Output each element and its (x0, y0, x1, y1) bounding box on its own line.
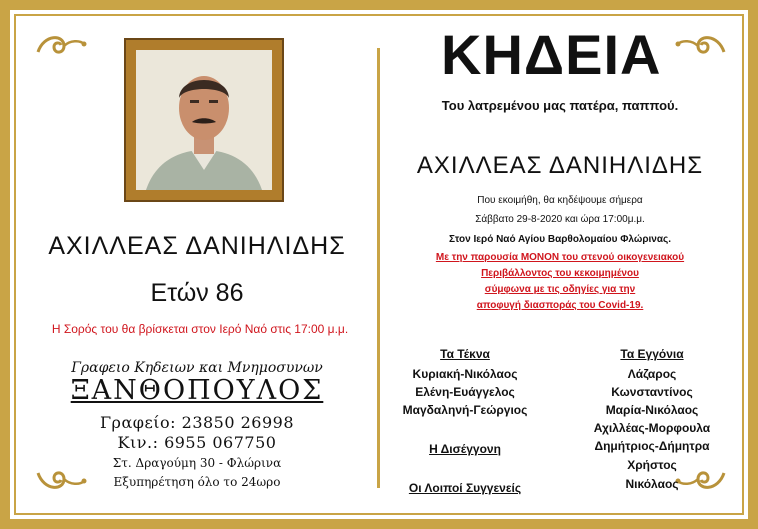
covid-line: σύμφωνα με τις οδηγίες για την (484, 284, 636, 295)
funeral-heading: ΚΗΔΕΙΑ (441, 23, 662, 86)
grandchild-name: Κωνσταντίνος (611, 385, 693, 399)
info-line: Σάββατο 29-8-2020 και ώρα 17:00μ.μ. (475, 214, 645, 225)
grandchild-name: Νικόλαος (625, 477, 679, 491)
agency-address: Στ. Δραγούμη 30 - Φλώρινα (112, 456, 282, 470)
agency-mobile-phone: Κιν.: 6955 067750 (117, 433, 277, 452)
child-names: Κυριακή-Νικόλαος (412, 367, 518, 381)
covid-line: αποφυγή διασποράς του Covid-19. (476, 300, 644, 311)
deceased-name-right: ΑΧΙΛΛΕΑΣ ΔΑΝΙΗΛΙΔΗΣ (416, 152, 704, 179)
grandchild-name: Λάζαρος (627, 367, 677, 381)
grandchild-name: Αχιλλέας-Μορφουλα (593, 421, 711, 435)
child-names: Μαγδαληνή-Γεώργιος (402, 403, 528, 417)
covid-line: Περιβάλλοντος του κεκοιμημένου (481, 268, 639, 279)
column-divider (377, 48, 380, 488)
ornament-swirl-icon (34, 30, 88, 60)
agency-title: Γραφειο Κηδειων και Μνημοσυνων (71, 360, 323, 376)
agency-brand: ΞΑΝΘΟΠΟΥΛΟΣ (70, 375, 324, 406)
grandchild-name: Δημήτριος-Δήμητρα (594, 439, 710, 453)
agency-service-hours: Εξυπηρέτηση όλο το 24ωρο (113, 475, 281, 489)
grandchild-name: Χρήστος (627, 458, 677, 472)
portrait-photo (124, 38, 284, 202)
deceased-name-left: ΑΧΙΛΛΕΑΣ ΔΑΝΙΗΛΙΔΗΣ (48, 232, 346, 260)
children-header: Τα Τέκνα (440, 347, 490, 361)
relatives-header: Οι Λοιποί Συγγενείς (408, 481, 522, 495)
age-label: Ετών 86 (150, 279, 244, 307)
church-line: Στον Ιερό Ναό Αγίου Βαρθολομαίου Φλώρινας. (449, 234, 671, 245)
great-grandchild-header: Η Δισέγγονη (429, 442, 501, 456)
info-line: Που εκοιμήθη, θα κηδέψουμε σήμερα (477, 195, 643, 206)
child-names: Ελένη-Ευάγγελος (415, 385, 515, 399)
covid-line: Με την παρουσία ΜΟΝΟΝ του στενού οικογενειακού (435, 252, 685, 263)
agency-office-phone: Γραφείο: 23850 26998 (99, 413, 295, 432)
grandchildren-header: Τα Εγγόνια (620, 347, 684, 361)
grandchild-name: Μαρία-Νικόλαος (605, 403, 699, 417)
wake-notice: Η Σορός του θα βρίσκεται στον Ιερό Ναό στις 17:00 μ.μ. (51, 322, 349, 336)
dedication-line: Του λατρεμένου μας πατέρα, παππού. (441, 98, 679, 113)
ornament-swirl-icon (674, 30, 728, 60)
